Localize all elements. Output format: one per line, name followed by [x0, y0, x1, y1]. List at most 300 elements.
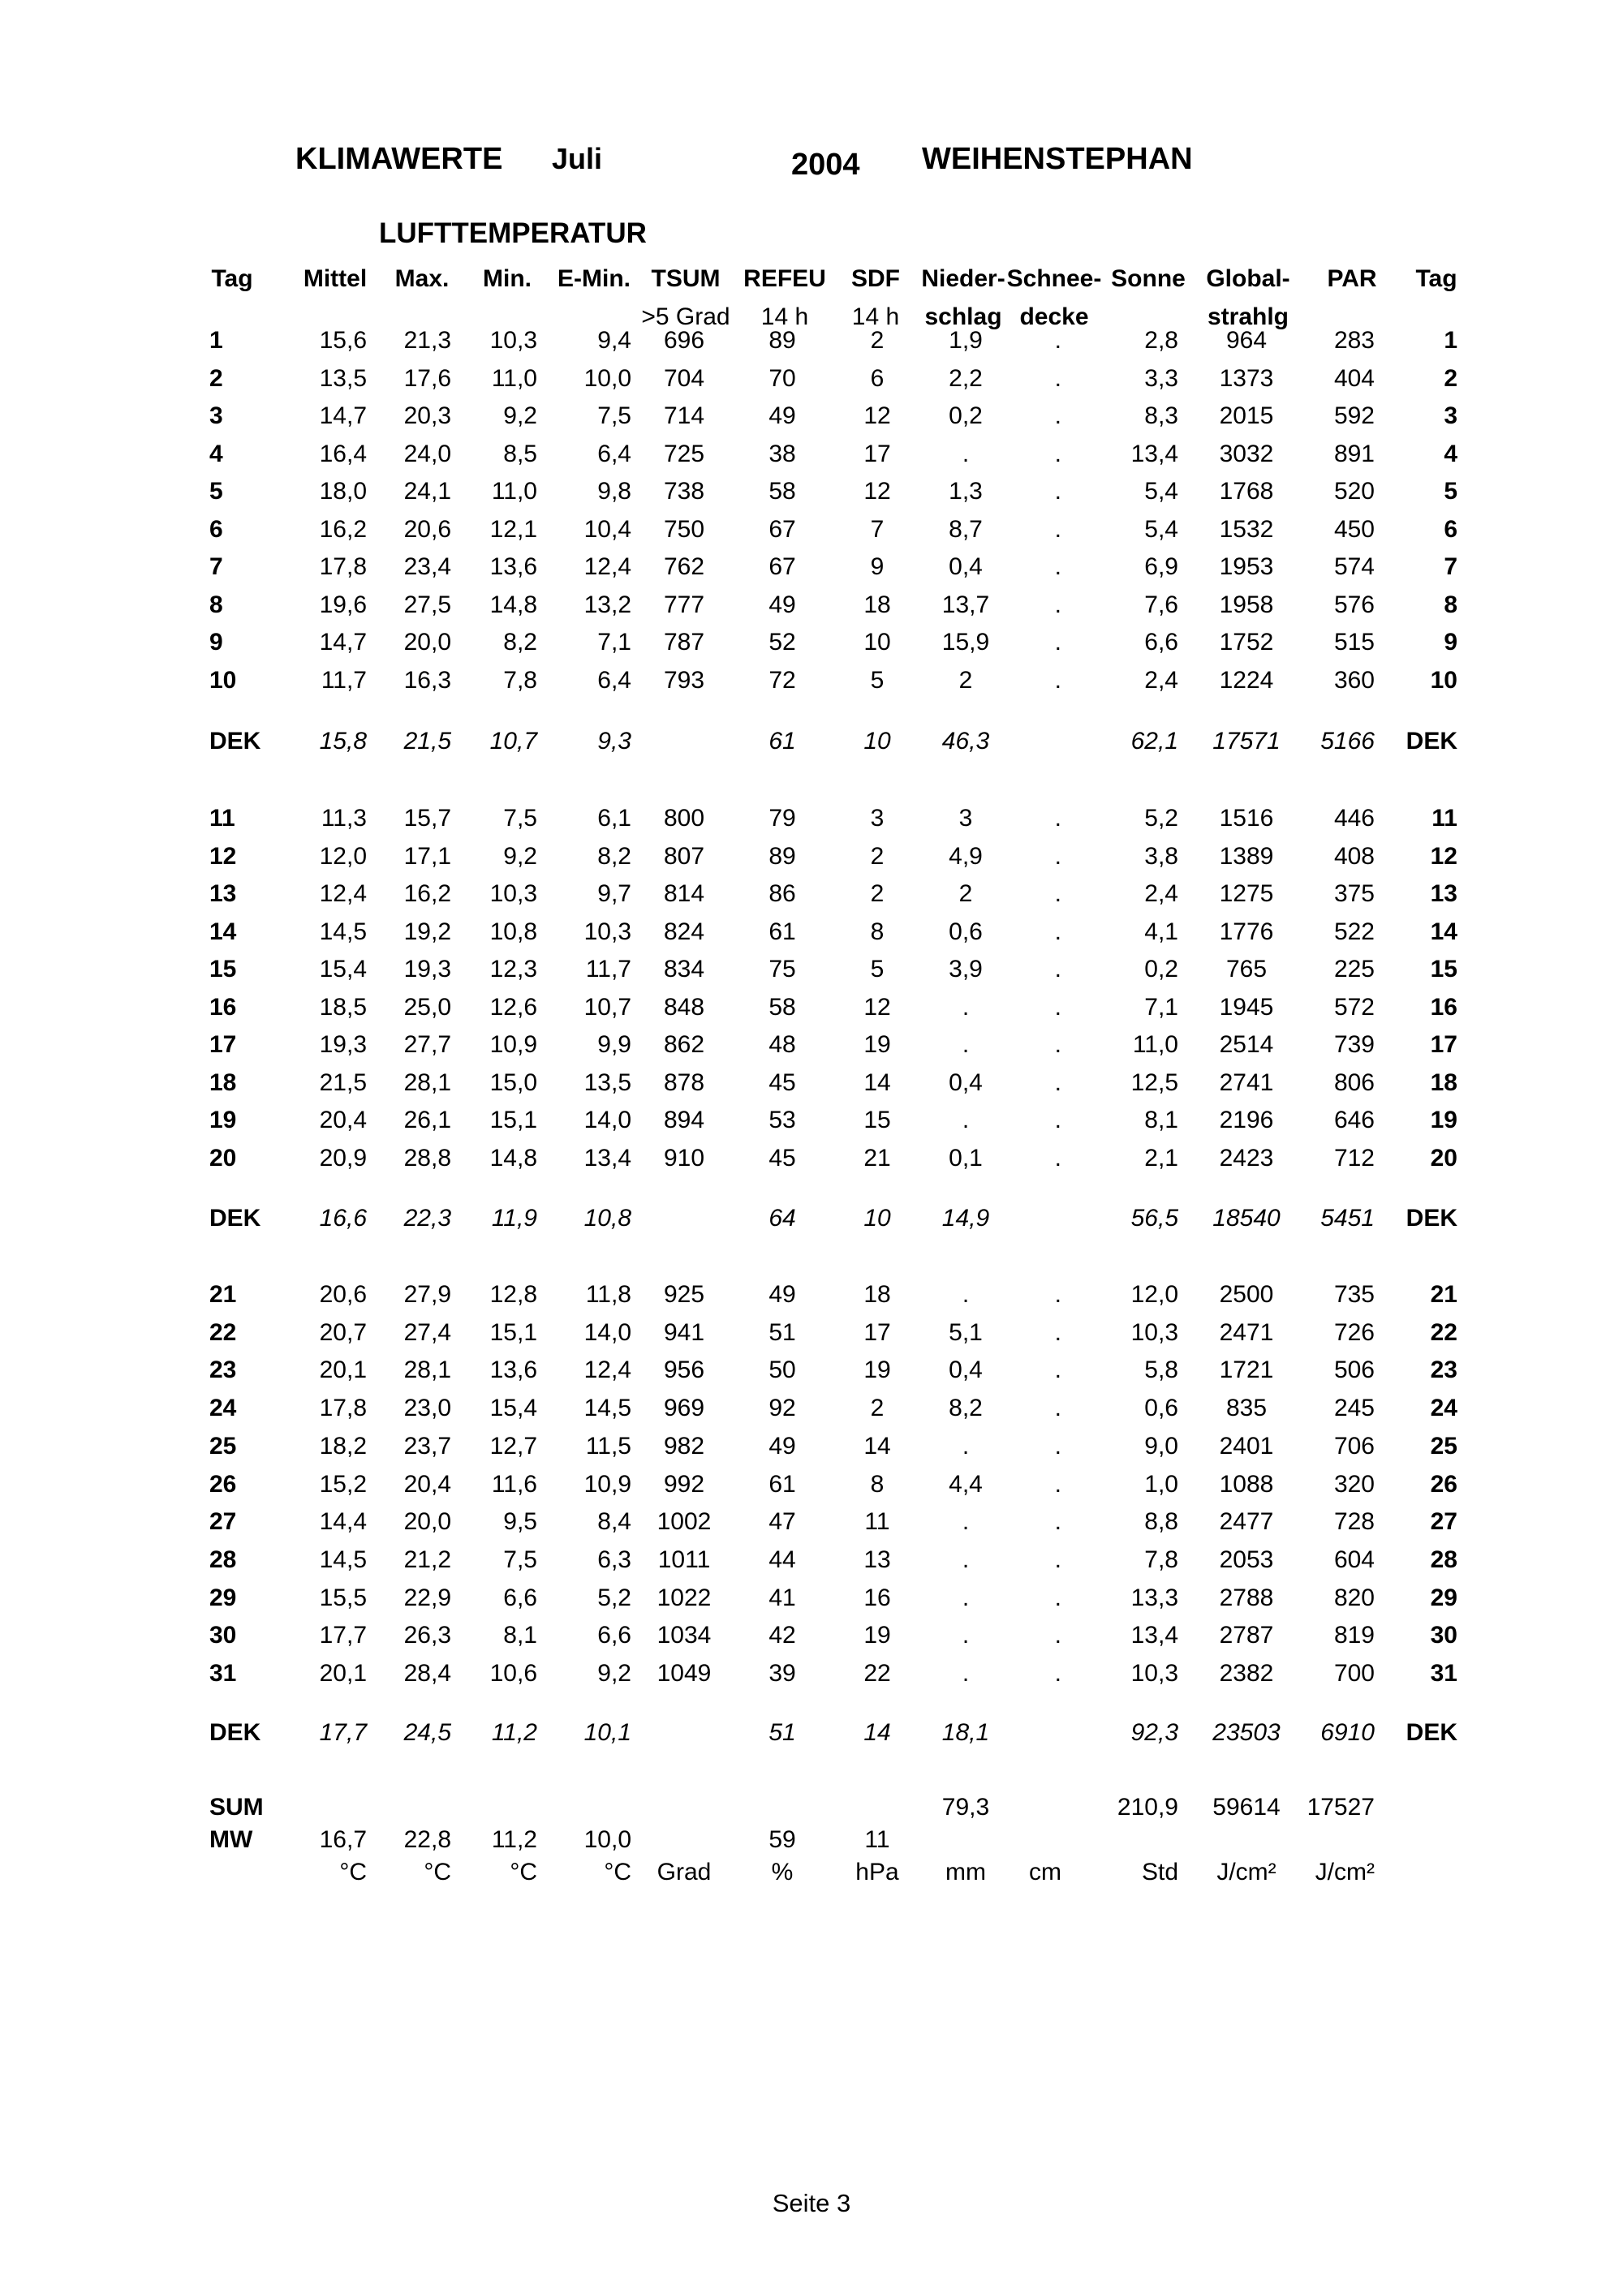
day-min-cell: 11,0 — [491, 364, 537, 392]
day-sdf-cell: 2 — [870, 842, 885, 870]
day-globalstrahlg-cell: 2500 — [1219, 1281, 1274, 1308]
day-sonne-cell: 6,6 — [1144, 629, 1178, 656]
subheader-sdf: 14 h — [851, 303, 900, 330]
day-max-cell: 17,6 — [403, 364, 451, 392]
day-refeu-cell: 48 — [768, 1031, 796, 1058]
day-emin-cell: 6,4 — [597, 440, 631, 467]
day-emin-cell: 11,7 — [585, 956, 631, 982]
day-sonne-cell: 3,3 — [1144, 364, 1178, 392]
dek-mittel-cell: 16,6 — [319, 1205, 367, 1232]
day-schneedecke-cell: . — [1054, 327, 1061, 354]
day-tag-right-cell: 26 — [1430, 1470, 1457, 1498]
day-globalstrahlg-cell: 1516 — [1219, 805, 1274, 832]
day-mittel-cell: 19,3 — [319, 1031, 367, 1058]
day-niederschlag-cell: 8,7 — [949, 515, 983, 543]
mw-refeu: 59 — [768, 1826, 796, 1853]
day-tag-right-cell: 13 — [1430, 880, 1457, 907]
dek-max-cell: 22,3 — [403, 1205, 451, 1232]
header-globalstrahlg: Global- — [1206, 265, 1290, 292]
day-emin-cell: 14,0 — [583, 1107, 631, 1133]
day-niederschlag-cell: 0,2 — [949, 402, 983, 429]
day-max-cell: 19,3 — [403, 956, 451, 982]
day-tag-cell: 3 — [209, 402, 223, 429]
day-globalstrahlg-cell: 2382 — [1219, 1660, 1274, 1687]
day-min-cell: 9,5 — [503, 1508, 537, 1536]
day-tag-cell: 7 — [209, 553, 223, 580]
day-mittel-cell: 12,4 — [319, 880, 367, 907]
day-mittel-cell: 18,5 — [319, 993, 367, 1021]
day-tsum-cell: 862 — [663, 1031, 705, 1058]
day-niederschlag-cell: . — [962, 1281, 970, 1308]
day-globalstrahlg-cell: 1088 — [1219, 1470, 1274, 1498]
day-tag-right-cell: 27 — [1430, 1508, 1457, 1536]
day-globalstrahlg-cell: 2015 — [1219, 402, 1274, 429]
day-par-cell: 700 — [1333, 1660, 1375, 1687]
dek-max-cell: 24,5 — [403, 1719, 451, 1746]
day-sdf-cell: 14 — [863, 1432, 891, 1460]
day-tsum-cell: 725 — [663, 440, 705, 467]
day-sonne-cell: 9,0 — [1144, 1432, 1178, 1460]
day-min-cell: 8,1 — [503, 1622, 537, 1649]
day-sonne-cell: 13,4 — [1130, 1622, 1178, 1649]
day-niederschlag-cell: . — [962, 440, 970, 467]
day-emin-cell: 9,7 — [597, 880, 631, 907]
day-par-cell: 706 — [1333, 1432, 1375, 1460]
day-refeu-cell: 58 — [768, 993, 796, 1021]
day-mittel-cell: 20,4 — [319, 1107, 367, 1133]
day-schneedecke-cell: . — [1054, 993, 1061, 1021]
day-tsum-cell: 777 — [663, 591, 705, 618]
day-schneedecke-cell: . — [1054, 1622, 1061, 1649]
day-schneedecke-cell: . — [1054, 591, 1061, 618]
subheader-niederschlag: schlag — [924, 303, 1002, 330]
day-globalstrahlg-cell: 964 — [1225, 327, 1268, 354]
dek-tag-cell: DEK — [209, 1719, 261, 1746]
day-max-cell: 28,4 — [403, 1660, 451, 1687]
dek-niederschlag-cell: 14,9 — [941, 1205, 990, 1232]
day-sdf-cell: 12 — [863, 402, 891, 429]
day-schneedecke-cell: . — [1054, 629, 1061, 656]
day-min-cell: 10,3 — [489, 327, 537, 354]
day-schneedecke-cell: . — [1054, 918, 1061, 945]
day-tsum-cell: 750 — [663, 515, 705, 543]
day-emin-cell: 12,4 — [583, 1357, 631, 1384]
day-globalstrahlg-cell: 1721 — [1219, 1357, 1274, 1384]
day-schneedecke-cell: . — [1054, 1432, 1061, 1460]
report-month: Juli — [552, 142, 603, 175]
day-max-cell: 27,5 — [403, 591, 451, 618]
day-mittel-cell: 14,5 — [319, 918, 367, 945]
dek-niederschlag-cell: 18,1 — [941, 1719, 990, 1746]
day-sonne-cell: 12,5 — [1130, 1068, 1178, 1096]
day-refeu-cell: 44 — [768, 1546, 796, 1573]
day-globalstrahlg-cell: 2477 — [1219, 1508, 1274, 1536]
day-globalstrahlg-cell: 2787 — [1219, 1622, 1274, 1649]
day-tag-cell: 16 — [209, 993, 237, 1021]
unit-globalstrahlg: J/cm² — [1216, 1859, 1276, 1885]
unit-min: °C — [510, 1859, 537, 1885]
day-par-cell: 735 — [1333, 1281, 1375, 1308]
day-refeu-cell: 52 — [768, 629, 796, 656]
day-globalstrahlg-cell: 1752 — [1219, 629, 1274, 656]
day-niederschlag-cell: 2 — [958, 880, 973, 907]
day-tag-cell: 31 — [209, 1660, 237, 1687]
day-max-cell: 22,9 — [403, 1584, 451, 1611]
day-min-cell: 8,2 — [503, 629, 537, 656]
day-schneedecke-cell: . — [1054, 402, 1061, 429]
day-tag-cell: 25 — [209, 1432, 237, 1460]
day-tsum-cell: 824 — [663, 918, 705, 945]
day-schneedecke-cell: . — [1054, 1470, 1061, 1498]
day-sonne-cell: 0,6 — [1144, 1395, 1178, 1422]
day-refeu-cell: 61 — [768, 1470, 796, 1498]
day-min-cell: 14,8 — [489, 1144, 537, 1172]
day-tag-right-cell: 6 — [1444, 515, 1457, 543]
day-mittel-cell: 14,4 — [319, 1508, 367, 1536]
day-tsum-cell: 793 — [663, 666, 705, 694]
day-niederschlag-cell: 8,2 — [949, 1395, 983, 1422]
day-sdf-cell: 12 — [863, 993, 891, 1021]
day-max-cell: 16,3 — [403, 666, 451, 694]
day-max-cell: 27,9 — [403, 1281, 451, 1308]
day-niederschlag-cell: 0,1 — [949, 1144, 983, 1172]
day-emin-cell: 14,5 — [583, 1395, 631, 1422]
day-min-cell: 7,5 — [503, 805, 537, 832]
day-sdf-cell: 18 — [863, 591, 891, 618]
day-refeu-cell: 49 — [768, 591, 796, 618]
day-min-cell: 15,1 — [489, 1107, 537, 1133]
day-tsum-cell: 982 — [663, 1432, 705, 1460]
day-tag-right-cell: 16 — [1430, 993, 1457, 1021]
day-tag-cell: 4 — [209, 440, 223, 467]
day-tag-right-cell: 2 — [1444, 364, 1457, 392]
day-min-cell: 11,6 — [491, 1470, 537, 1498]
sum-par: 17527 — [1307, 1794, 1375, 1821]
day-refeu-cell: 92 — [768, 1395, 796, 1422]
day-refeu-cell: 41 — [768, 1584, 796, 1611]
day-max-cell: 25,0 — [403, 993, 451, 1021]
day-refeu-cell: 51 — [768, 1318, 796, 1346]
day-sonne-cell: 10,3 — [1130, 1318, 1178, 1346]
header-sdf: SDF — [851, 265, 900, 292]
day-par-cell: 520 — [1333, 478, 1375, 505]
dek-par-cell: 5166 — [1320, 728, 1375, 755]
day-emin-cell: 8,4 — [597, 1508, 631, 1536]
day-max-cell: 28,8 — [403, 1144, 451, 1172]
day-min-cell: 12,3 — [489, 956, 537, 982]
day-mittel-cell: 11,7 — [321, 666, 367, 694]
day-tag-cell: 21 — [209, 1281, 237, 1308]
day-sonne-cell: 7,1 — [1144, 993, 1178, 1021]
day-mittel-cell: 20,9 — [319, 1144, 367, 1172]
day-max-cell: 16,2 — [403, 880, 451, 907]
header-tag: Tag — [211, 265, 253, 292]
day-sdf-cell: 2 — [870, 327, 885, 354]
subheader-refeu: 14 h — [760, 303, 809, 330]
day-niederschlag-cell: . — [962, 1107, 970, 1133]
day-schneedecke-cell: . — [1054, 553, 1061, 580]
day-sonne-cell: 2,4 — [1144, 666, 1178, 694]
day-tsum-cell: 956 — [663, 1357, 705, 1384]
day-schneedecke-cell: . — [1054, 1584, 1061, 1611]
day-emin-cell: 10,3 — [583, 918, 631, 945]
dek-min-cell: 11,9 — [491, 1205, 537, 1232]
unit-niederschlag: mm — [945, 1859, 986, 1885]
header-emin: E-Min. — [558, 265, 631, 292]
day-schneedecke-cell: . — [1054, 478, 1061, 505]
header-min: Min. — [483, 265, 532, 292]
day-max-cell: 24,0 — [403, 440, 451, 467]
day-sdf-cell: 19 — [863, 1357, 891, 1384]
day-tag-cell: 28 — [209, 1546, 237, 1573]
day-sdf-cell: 8 — [870, 1470, 885, 1498]
day-min-cell: 10,6 — [489, 1660, 537, 1687]
day-tag-cell: 8 — [209, 591, 223, 618]
dek-refeu-cell: 61 — [768, 728, 796, 755]
day-globalstrahlg-cell: 765 — [1225, 956, 1268, 982]
day-par-cell: 646 — [1333, 1107, 1375, 1133]
day-schneedecke-cell: . — [1054, 515, 1061, 543]
day-tag-cell: 18 — [209, 1068, 237, 1096]
day-mittel-cell: 16,4 — [319, 440, 367, 467]
subheader-tsum: >5 Grad — [641, 303, 730, 330]
sum-niederschlag: 79,3 — [941, 1794, 990, 1821]
day-niederschlag-cell: . — [962, 1546, 970, 1573]
header-tsum: TSUM — [651, 265, 721, 292]
day-emin-cell: 7,5 — [597, 402, 631, 429]
day-sonne-cell: 13,4 — [1130, 440, 1178, 467]
dek-min-cell: 10,7 — [489, 728, 537, 755]
day-par-cell: 592 — [1333, 402, 1375, 429]
dek-globalstrahlg-cell: 18540 — [1212, 1205, 1281, 1232]
day-tag-right-cell: 24 — [1430, 1395, 1457, 1422]
day-mittel-cell: 18,2 — [319, 1432, 367, 1460]
unit-schneedecke: cm — [1029, 1859, 1061, 1885]
day-globalstrahlg-cell: 1275 — [1219, 880, 1274, 907]
day-min-cell: 13,6 — [489, 553, 537, 580]
day-emin-cell: 10,4 — [583, 515, 631, 543]
day-schneedecke-cell: . — [1054, 1281, 1061, 1308]
dek-tag-right-cell: DEK — [1406, 1205, 1457, 1232]
day-niederschlag-cell: . — [962, 1584, 970, 1611]
sum-globalstrahlg: 59614 — [1212, 1794, 1281, 1821]
day-sdf-cell: 11 — [864, 1508, 890, 1536]
day-schneedecke-cell: . — [1054, 1318, 1061, 1346]
day-sonne-cell: 3,8 — [1144, 842, 1178, 870]
day-refeu-cell: 58 — [768, 478, 796, 505]
sum-sonne: 210,9 — [1117, 1794, 1178, 1821]
day-sdf-cell: 10 — [863, 629, 891, 656]
day-min-cell: 6,6 — [503, 1584, 537, 1611]
day-tag-right-cell: 18 — [1430, 1068, 1457, 1096]
day-mittel-cell: 14,7 — [319, 402, 367, 429]
header-niederschlag: Nieder- — [921, 265, 1005, 292]
day-emin-cell: 6,4 — [597, 666, 631, 694]
day-tag-cell: 5 — [209, 478, 223, 505]
day-par-cell: 891 — [1333, 440, 1375, 467]
dek-globalstrahlg-cell: 17571 — [1212, 728, 1281, 755]
day-mittel-cell: 17,7 — [319, 1622, 367, 1649]
day-tag-cell: 13 — [209, 880, 237, 907]
day-par-cell: 576 — [1333, 591, 1375, 618]
day-tag-cell: 29 — [209, 1584, 237, 1611]
day-emin-cell: 11,5 — [585, 1432, 631, 1460]
day-mittel-cell: 13,5 — [319, 364, 367, 392]
day-tag-cell: 15 — [209, 956, 237, 982]
day-par-cell: 739 — [1333, 1031, 1375, 1058]
day-min-cell: 12,8 — [489, 1281, 537, 1308]
day-sonne-cell: 2,1 — [1144, 1144, 1178, 1172]
day-emin-cell: 14,0 — [583, 1318, 631, 1346]
day-tag-cell: 19 — [209, 1107, 237, 1133]
day-tag-cell: 10 — [209, 666, 237, 694]
day-globalstrahlg-cell: 1389 — [1219, 842, 1274, 870]
day-sdf-cell: 14 — [863, 1068, 891, 1096]
day-max-cell: 26,3 — [403, 1622, 451, 1649]
day-schneedecke-cell: . — [1054, 1660, 1061, 1687]
day-emin-cell: 12,4 — [583, 553, 631, 580]
day-sonne-cell: 7,8 — [1144, 1546, 1178, 1573]
day-schneedecke-cell: . — [1054, 364, 1061, 392]
day-min-cell: 15,1 — [489, 1318, 537, 1346]
day-niederschlag-cell: 3,9 — [949, 956, 983, 982]
day-globalstrahlg-cell: 2471 — [1219, 1318, 1274, 1346]
dek-sdf-cell: 10 — [863, 728, 891, 755]
day-niederschlag-cell: 2 — [958, 666, 973, 694]
day-refeu-cell: 49 — [768, 1281, 796, 1308]
day-emin-cell: 5,2 — [597, 1584, 631, 1611]
day-min-cell: 10,8 — [489, 918, 537, 945]
day-niederschlag-cell: 1,9 — [949, 327, 983, 354]
day-refeu-cell: 50 — [768, 1357, 796, 1384]
mw-emin: 10,0 — [583, 1826, 631, 1853]
day-refeu-cell: 75 — [768, 956, 796, 982]
day-sonne-cell: 0,2 — [1144, 956, 1178, 982]
day-tsum-cell: 714 — [663, 402, 705, 429]
subheader-schneedecke: decke — [1019, 303, 1089, 330]
day-refeu-cell: 42 — [768, 1622, 796, 1649]
day-niederschlag-cell: 1,3 — [949, 478, 983, 505]
day-tsum-cell: 925 — [663, 1281, 705, 1308]
day-schneedecke-cell: . — [1054, 1508, 1061, 1536]
day-max-cell: 27,7 — [403, 1031, 451, 1058]
day-emin-cell: 11,8 — [585, 1281, 631, 1308]
day-sdf-cell: 16 — [863, 1584, 891, 1611]
day-tag-right-cell: 31 — [1430, 1660, 1457, 1687]
day-sonne-cell: 2,8 — [1144, 327, 1178, 354]
day-max-cell: 27,4 — [403, 1318, 451, 1346]
day-emin-cell: 9,9 — [597, 1031, 631, 1058]
day-mittel-cell: 14,7 — [319, 629, 367, 656]
header-max: Max. — [394, 265, 450, 292]
day-min-cell: 15,4 — [489, 1395, 537, 1422]
header-mittel: Mittel — [303, 265, 368, 292]
day-tsum-cell: 787 — [663, 629, 705, 656]
day-emin-cell: 9,4 — [597, 327, 631, 354]
day-min-cell: 14,8 — [489, 591, 537, 618]
day-tag-right-cell: 14 — [1430, 918, 1457, 945]
day-tag-right-cell: 22 — [1430, 1318, 1457, 1346]
day-tag-cell: 11 — [209, 805, 235, 832]
day-sonne-cell: 8,8 — [1144, 1508, 1178, 1536]
day-sonne-cell: 10,3 — [1130, 1660, 1178, 1687]
day-tag-cell: 24 — [209, 1395, 237, 1422]
day-mittel-cell: 21,5 — [319, 1068, 367, 1096]
day-tag-right-cell: 17 — [1430, 1031, 1457, 1058]
day-max-cell: 15,7 — [403, 805, 451, 832]
day-min-cell: 11,0 — [491, 478, 537, 505]
day-max-cell: 28,1 — [403, 1357, 451, 1384]
report-title: KLIMAWERTE — [295, 142, 503, 176]
day-globalstrahlg-cell: 1224 — [1219, 666, 1274, 694]
day-refeu-cell: 67 — [768, 553, 796, 580]
dek-sonne-cell: 56,5 — [1130, 1205, 1178, 1232]
day-emin-cell: 10,9 — [583, 1470, 631, 1498]
day-min-cell: 9,2 — [503, 842, 537, 870]
day-sdf-cell: 19 — [863, 1031, 891, 1058]
day-par-cell: 245 — [1333, 1395, 1375, 1422]
day-tag-right-cell: 29 — [1430, 1584, 1457, 1611]
unit-emin: °C — [604, 1859, 631, 1885]
day-par-cell: 515 — [1333, 629, 1375, 656]
day-tag-right-cell: 30 — [1430, 1622, 1457, 1649]
dek-sonne-cell: 62,1 — [1130, 728, 1178, 755]
day-niederschlag-cell: 0,6 — [949, 918, 983, 945]
dek-mittel-cell: 15,8 — [319, 728, 367, 755]
day-emin-cell: 10,0 — [583, 364, 631, 392]
day-niederschlag-cell: . — [962, 1432, 970, 1460]
day-globalstrahlg-cell: 1373 — [1219, 364, 1274, 392]
day-refeu-cell: 49 — [768, 1432, 796, 1460]
mw-mittel: 16,7 — [319, 1826, 367, 1853]
day-mittel-cell: 19,6 — [319, 591, 367, 618]
dek-tag-cell: DEK — [209, 1205, 261, 1232]
unit-par: J/cm² — [1315, 1859, 1375, 1885]
header-schneedecke: Schnee- — [1006, 265, 1102, 292]
day-tsum-cell: 704 — [663, 364, 705, 392]
day-sonne-cell: 5,4 — [1144, 478, 1178, 505]
day-schneedecke-cell: . — [1054, 1068, 1061, 1096]
dek-refeu-cell: 64 — [768, 1205, 796, 1232]
day-min-cell: 8,5 — [503, 440, 537, 467]
day-emin-cell: 9,8 — [597, 478, 631, 505]
day-max-cell: 20,0 — [403, 629, 451, 656]
subheader-globalstrahlg: strahlg — [1207, 303, 1289, 330]
day-tsum-cell: 894 — [663, 1107, 705, 1133]
day-tsum-cell: 738 — [663, 478, 705, 505]
day-globalstrahlg-cell: 3032 — [1219, 440, 1274, 467]
day-tag-right-cell: 5 — [1444, 478, 1457, 505]
day-emin-cell: 13,4 — [583, 1144, 631, 1172]
header-tag-right: Tag — [1415, 265, 1457, 292]
day-niederschlag-cell: 13,7 — [941, 591, 990, 618]
day-tag-cell: 1 — [209, 327, 223, 354]
day-refeu-cell: 45 — [768, 1068, 796, 1096]
day-max-cell: 23,4 — [403, 553, 451, 580]
day-globalstrahlg-cell: 2741 — [1219, 1068, 1274, 1096]
day-tag-right-cell: 15 — [1430, 956, 1457, 982]
dek-max-cell: 21,5 — [403, 728, 451, 755]
day-refeu-cell: 49 — [768, 402, 796, 429]
day-globalstrahlg-cell: 2196 — [1219, 1107, 1274, 1133]
day-tag-cell: 2 — [209, 364, 223, 392]
day-tag-right-cell: 21 — [1430, 1281, 1457, 1308]
day-max-cell: 19,2 — [403, 918, 451, 945]
day-max-cell: 28,1 — [403, 1068, 451, 1096]
day-tsum-cell: 1049 — [657, 1660, 712, 1687]
day-sdf-cell: 2 — [870, 1395, 885, 1422]
mw-min: 11,2 — [491, 1826, 537, 1853]
